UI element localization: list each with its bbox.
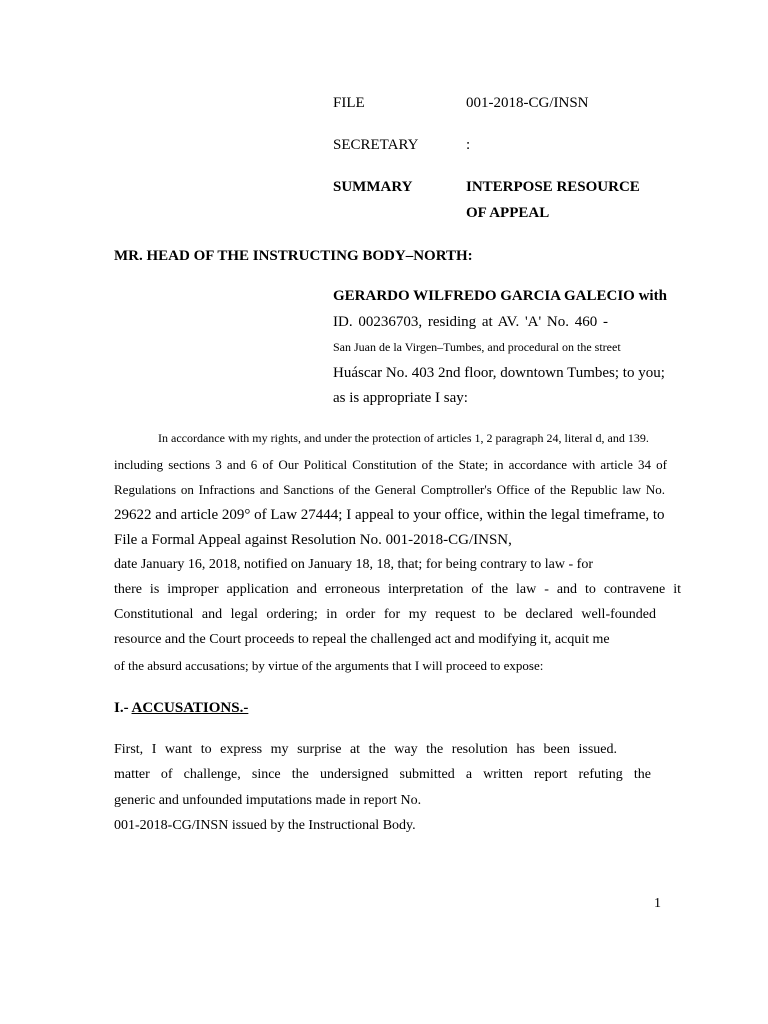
body-line: date January 16, 2018, notified on January 18, 18, that; for being contrary to law - for xyxy=(114,557,593,572)
body-line: resource and the Court proceeds to repeal the challenged act and modifying it, acquit me xyxy=(114,632,610,647)
secretary-value: : xyxy=(466,137,471,153)
appellant-procedural-address-line: Huáscar No. 403 2nd floor, downtown Tumbes; to you; xyxy=(333,365,665,381)
summary-value-line1: INTERPOSE RESOURCE xyxy=(466,179,640,195)
appellant-id-line: ID. 00236703, residing at AV. 'A' No. 460 - xyxy=(333,314,608,330)
appellant-closing-line: as is appropriate I say: xyxy=(333,390,468,406)
body-line: Constitutional and legal ordering; in order for my request to be declared well-founded xyxy=(114,607,656,622)
section-title: ACCUSATIONS.- xyxy=(131,700,249,716)
section-line: 001-2018-CG/INSN issued by the Instructional Body. xyxy=(114,818,416,833)
body-line: there is improper application and erroneous interpretation of the law - and to contravene it xyxy=(114,582,681,597)
section-number: I.- xyxy=(114,700,132,716)
body-line: Regulations on Infractions and Sanctions of the General Comptroller's Office of the Republic law No. xyxy=(114,482,665,497)
body-line: In accordance with my rights, and under the protection of articles 1, 2 paragraph 24, literal d, and 139. xyxy=(158,431,649,445)
body-line: including sections 3 and 6 of Our Political Constitution of the State; in accordance with article 34 of xyxy=(114,457,667,472)
body-line: 29622 and article 209° of Law 27444; I appeal to your office, within the legal timeframe, to xyxy=(114,507,665,523)
section-line: First, I want to express my surprise at the way the resolution has been issued. xyxy=(114,742,617,757)
addressee-heading: MR. HEAD OF THE INSTRUCTING BODY–NORTH: xyxy=(114,248,473,264)
page-number: 1 xyxy=(654,896,661,911)
appellant-address-line: San Juan de la Virgen–Tumbes, and procedural on the street xyxy=(333,340,621,354)
body-line: of the absurd accusations; by virtue of the arguments that I will proceed to expose: xyxy=(114,658,544,673)
section-line: generic and unfounded imputations made in report No. xyxy=(114,793,422,808)
file-value: 001-2018-CG/INSN xyxy=(466,95,589,111)
section-line: matter of challenge, since the undersigned submitted a written report refuting the xyxy=(114,767,651,782)
summary-label: SUMMARY xyxy=(333,179,413,195)
body-line: File a Formal Appeal against Resolution No. 001-2018-CG/INSN, xyxy=(114,532,512,548)
secretary-label: SECRETARY xyxy=(333,137,419,153)
file-label: FILE xyxy=(333,95,365,111)
section-heading xyxy=(114,700,248,717)
summary-value-line2: OF APPEAL xyxy=(466,205,550,221)
appellant-name-line: GERARDO WILFREDO GARCIA GALECIO with xyxy=(333,288,667,304)
